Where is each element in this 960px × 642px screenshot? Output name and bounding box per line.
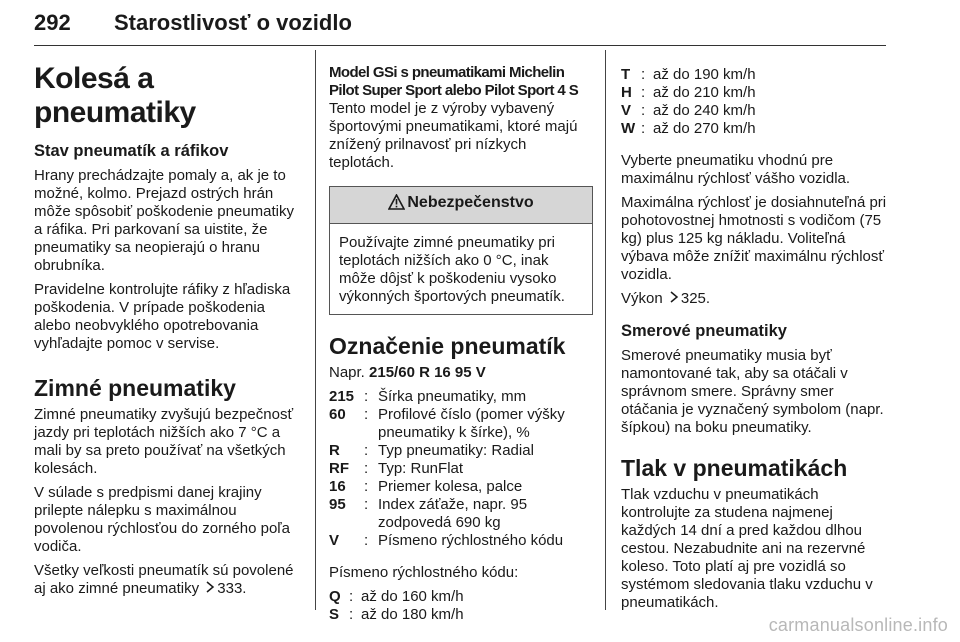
definition-row [621,66,889,84]
definition-term: V [621,102,632,119]
section-heading-tire-marking: Označenie pneumatík [329,333,566,359]
paragraph: V súlade s predpismi danej krajiny prilepte nálepku s maximálnou povolenou rýchlosťou do zorného poľa vodiča. [34,484,291,555]
definition-description: až do 210 km/h [653,84,756,101]
page-number: 292 [34,10,71,35]
column-3 [621,50,889,618]
warning-box [329,186,593,315]
definition-term: 16 [329,478,346,495]
page-header [34,6,886,40]
definition-description: Index záťaže, napr. 95 zodpovedá 690 kg [378,496,528,531]
page-title: Kolesá a pneumatiky [34,62,196,129]
definition-term: T [621,66,631,83]
section-heading-tire-pressure: Tlak v pneumatikách [621,455,848,481]
definition-description: Typ: RunFlat [378,460,464,477]
definition-description: Šírka pneumatiky, mm [378,388,527,405]
definition-term: 95 [329,496,346,513]
definition-row [329,478,593,496]
definition-row [329,460,593,478]
definition-description: Priemer kolesa, palce [378,478,523,495]
definition-colon: : [364,442,369,459]
warning-triangle-icon [388,194,405,215]
header-rule [34,45,886,46]
definition-description: až do 240 km/h [653,102,756,119]
paragraph: Pravidelne kontrolujte ráfiky z hľadiska poškodenia. V prípade poškodenia alebo neobvyklého opotrebovania vyhľadajte pomoc v servise. [34,281,291,352]
definition-term: V [329,532,340,549]
definition-row [329,442,593,460]
page-reference-link[interactable]: 333. [217,580,247,597]
definition-row [329,496,593,532]
reference-arrow-icon [205,580,215,598]
definition-row [329,588,593,606]
reference-arrow-icon [669,290,679,308]
warning-body [330,224,592,314]
definition-colon: : [364,532,369,549]
definition-row [329,532,593,550]
definition-description: až do 160 km/h [361,588,464,605]
definition-description: až do 270 km/h [653,120,756,137]
column-2 [329,50,593,632]
definition-description: až do 190 km/h [653,66,756,83]
paragraph: Vyberte pneumatiku vhodnú pre maximálnu rýchlosť vášho vozidla. [621,152,851,187]
definition-colon: : [364,496,369,513]
definition-description: Písmeno rýchlostného kódu [378,532,564,549]
definition-term: H [621,84,632,101]
section-heading-winter-tires: Zimné pneumatiky [34,375,236,401]
paragraph: Zimné pneumatiky zvyšujú bezpečnosť jazdy pri teplotách nižších ako 7 °C a mali by sa preto používať na všetkých kolesách. [34,406,294,477]
paragraph-with-reference: Výkon 325. [621,290,711,307]
warning-header [330,187,592,224]
definition-colon: : [641,102,646,119]
definition-description: až do 180 km/h [361,606,464,623]
definition-term: 60 [329,406,346,423]
warning-title: Nebezpečenstvo [407,194,534,211]
example-line: Napr. 215/60 R 16 95 V [329,364,486,381]
running-title: Starostlivosť o vozidlo [114,10,352,35]
page-reference-link[interactable]: 325. [680,290,711,307]
definition-colon: : [641,84,646,101]
definition-row [621,102,889,120]
definition-colon: : [349,606,354,623]
definition-term: Q [329,588,341,605]
definition-description: Profilové číslo (pomer výšky pneumatiky k šírke), % [378,406,565,441]
definition-colon: : [364,460,369,477]
definition-colon: : [349,588,354,605]
paragraph: Hrany prechádzajte pomaly a, ak je to možné, kolmo. Prejazd ostrých hrán môže spôsobiť poškodenie pneumatiky a ráfika. Pri parkovaní sa uistite, že pneumatiky sa neopierajú o hranu obrubníka. [34,167,294,274]
column-1 [34,50,304,604]
watermark: carmanualsonline.info [768,615,948,635]
definition-row [621,120,889,138]
definition-colon: : [364,388,369,405]
example-value: 215/60 R 16 95 V [369,364,486,381]
gsi-heading: Model GSi s pneumatikami Michelin Pilot Super Sport alebo Pilot Sport 4 S [329,64,579,99]
definition-colon: : [641,66,646,83]
paragraph: Písmeno rýchlostného kódu: [329,564,519,581]
definition-colon: : [364,406,369,423]
warning-text: Používajte zimné pneumatiky pri teplotách nižších ako 0 °C, inak môže dôjsť k poškodeniu vysoko výkonných športových pneumatík. [339,234,565,305]
definition-term: R [329,442,340,459]
definition-term: S [329,606,340,623]
section-heading-tire-condition: Stav pneumatík a ráfikov [34,142,229,160]
paragraph: Tlak vzduchu v pneumatikách kontrolujte za studena najmenej každých 14 dní a pred každou dlhou cestou. Nezabudnite ani na rezervné koleso. Toto platí aj pre vozidlá so systémom sledovania tlaku vzduchu v pneumatikách. [621,486,873,611]
definition-description: Typ pneumatiky: Radial [378,442,534,459]
definition-term: RF [329,460,349,477]
section-heading-directional-tires: Smerové pneumatiky [621,322,787,340]
speed-code-list [621,66,889,138]
column-divider [605,50,606,610]
definition-term: W [621,120,636,137]
speed-code-list [329,588,593,624]
definition-row [329,406,593,442]
column-divider [315,50,316,610]
paragraph: Maximálna rýchlosť je dosiahnuteľná pri pohotovostnej hmotnosti s vodičom (75 kg) plus 125 kg nákladu. Voliteľná výbava môže znížiť maximálnu rýchlosť vozidla. [621,194,887,283]
definition-term: 215 [329,388,355,405]
definition-colon: : [364,478,369,495]
paragraph: Tento model je z výroby vybavený športovými pneumatikami, ktoré majú znížený prilnavosť pri nízkych teplotách. [329,100,578,171]
definition-row [621,84,889,102]
definition-row [329,606,593,624]
tire-marking-list [329,388,593,550]
paragraph-with-reference: Všetky veľkosti pneumatík sú povolené aj ako zimné pneumatiky 333. [34,562,294,597]
paragraph: Smerové pneumatiky musia byť namontované tak, aby sa otáčali v správnom smere. Správny smer otáčania je vyznačený symbolom (napr. šípkou) na boku pneumatiky. [621,347,884,436]
definition-row [329,388,593,406]
definition-colon: : [641,120,646,137]
